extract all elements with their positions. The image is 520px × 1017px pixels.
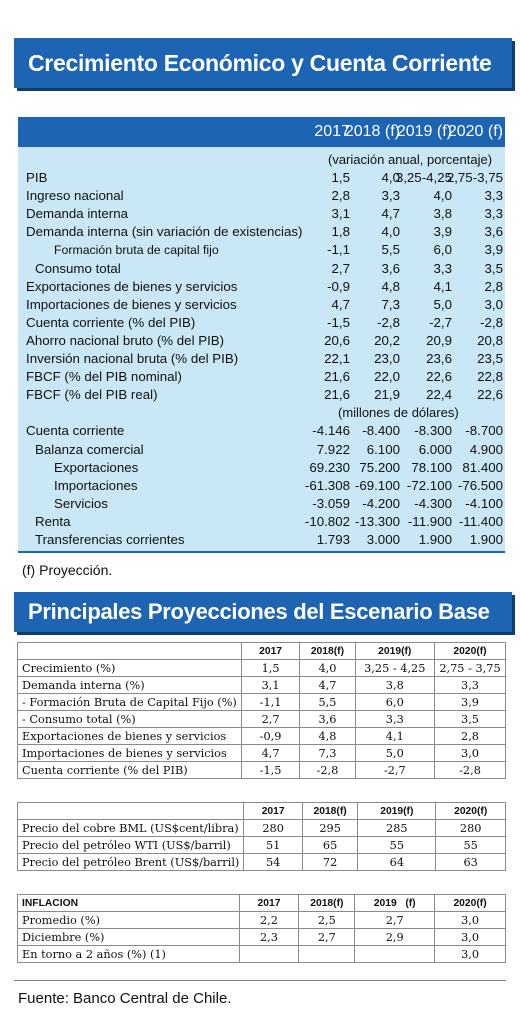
- table-row: [18, 278, 505, 296]
- table-bottom-rule: [18, 551, 505, 553]
- value-cell: 22,1: [324, 351, 350, 367]
- value-cell: 22,6: [477, 387, 503, 403]
- table-row: [18, 441, 505, 459]
- row-label: Balanza comercial: [35, 441, 144, 457]
- value-cell: 1,5: [241, 660, 299, 677]
- value-cell: 3,6: [300, 711, 355, 728]
- table-row: [18, 332, 505, 350]
- value-cell: -2,8: [435, 762, 506, 779]
- row-label: FBCF (% del PIB real): [26, 387, 158, 403]
- header-cell: 2019 (f): [355, 895, 435, 912]
- table-row: [18, 422, 505, 440]
- table-row: [18, 296, 505, 314]
- value-cell: 2,7: [355, 912, 435, 929]
- value-cell: 295: [302, 820, 357, 837]
- table-row: [18, 314, 505, 332]
- value-cell: 2,8: [484, 278, 503, 294]
- value-cell: 4,1: [355, 728, 434, 745]
- value-cell: 3,3: [381, 188, 400, 204]
- value-cell: -1,1: [327, 242, 350, 258]
- value-cell: 1.900: [469, 531, 503, 547]
- value-cell: 2,7: [241, 711, 299, 728]
- header-cell: 2019(f): [358, 803, 436, 820]
- row-label: PIB: [26, 170, 48, 186]
- value-cell: 3,0: [435, 929, 506, 946]
- value-cell: -4.100: [465, 495, 503, 511]
- value-cell: 81.400: [462, 459, 503, 475]
- row-label: Transferencias corrientes: [35, 531, 185, 547]
- value-cell: 75.200: [359, 459, 400, 475]
- table-row: [18, 762, 506, 779]
- value-cell: 3,5: [435, 711, 506, 728]
- value-cell: 6,0: [433, 242, 452, 258]
- value-cell: 51: [244, 837, 303, 854]
- value-cell: 285: [358, 820, 436, 837]
- table-row: [18, 929, 506, 946]
- table-row: [18, 350, 505, 368]
- row-label: Ahorro nacional bruto (% del PIB): [26, 332, 225, 348]
- value-cell: 2,3: [239, 929, 299, 946]
- value-cell: -13.300: [354, 513, 400, 529]
- value-cell: 3,3: [355, 711, 434, 728]
- value-cell: 72: [302, 854, 357, 871]
- table-row: [18, 386, 505, 404]
- header-cell: 2017: [244, 803, 303, 820]
- value-cell: 3,0: [435, 912, 506, 929]
- value-cell: 3,9: [435, 694, 506, 711]
- value-cell: 4,0: [433, 188, 452, 204]
- table-row: [18, 728, 506, 745]
- value-cell: 5,0: [355, 745, 434, 762]
- value-cell: -4.300: [414, 495, 452, 511]
- value-cell: 3,9: [484, 242, 503, 258]
- row-label: Importaciones de bienes y servicios: [18, 745, 242, 762]
- value-cell: 3,25 - 4,25: [355, 660, 434, 677]
- value-cell: 2,7: [331, 260, 350, 276]
- value-cell: 3,1: [331, 206, 350, 222]
- value-cell: 6.100: [366, 441, 400, 457]
- row-label: Inversión nacional bruta (% del PIB): [26, 351, 239, 367]
- header-cell: 2017: [241, 643, 299, 660]
- row-label: Crecimiento (%): [18, 660, 242, 677]
- value-cell: 3,6: [484, 224, 503, 240]
- value-cell: 3,3: [484, 206, 503, 222]
- value-cell: -8.700: [465, 423, 503, 439]
- value-cell: 3,0: [435, 745, 506, 762]
- table-row: [18, 820, 506, 837]
- section-title-crecimiento: Crecimiento Económico y Cuenta Corriente: [14, 38, 512, 88]
- value-cell: 1,8: [331, 224, 350, 240]
- value-cell: 21,6: [324, 369, 350, 385]
- value-cell: 6,0: [355, 694, 434, 711]
- row-label: En torno a 2 años (%) (1): [18, 946, 240, 963]
- value-cell: 20,6: [324, 332, 350, 348]
- value-cell: 5,5: [300, 694, 355, 711]
- row-label: Promedio (%): [18, 912, 240, 929]
- row-label: Diciembre (%): [18, 929, 240, 946]
- header-cell-empty: [18, 803, 244, 820]
- header-cell: 2018(f): [300, 643, 355, 660]
- value-cell: -2,8: [377, 314, 400, 330]
- value-cell: 2,7: [299, 929, 355, 946]
- year-header: 2018 (f): [344, 123, 400, 140]
- note-row: [18, 151, 505, 169]
- value-cell: 1.793: [316, 531, 350, 547]
- value-cell: 3,25-4,25: [395, 170, 452, 186]
- value-cell: 69.230: [309, 459, 350, 475]
- note-row: [18, 404, 505, 422]
- value-cell: 23,0: [374, 351, 400, 367]
- row-label: Exportaciones: [54, 459, 139, 475]
- table-row: [18, 946, 506, 963]
- value-cell: 2,8: [435, 728, 506, 745]
- table-row: [18, 260, 505, 278]
- value-cell: 55: [358, 837, 436, 854]
- value-cell: 3,0: [484, 296, 503, 312]
- header-cell: 2017: [239, 895, 299, 912]
- table-row: [18, 912, 506, 929]
- table-row: [18, 745, 506, 762]
- row-label: Ingreso nacional: [26, 188, 124, 204]
- value-cell: 3,3: [435, 677, 506, 694]
- header-cell: 2018(f): [299, 895, 355, 912]
- row-label: Cuenta corriente: [26, 423, 125, 439]
- value-cell: -11.400: [458, 513, 503, 529]
- value-cell: -8.300: [414, 423, 452, 439]
- value-cell: 3,8: [355, 677, 434, 694]
- value-cell: 4,1: [433, 278, 452, 294]
- table-row: [18, 223, 505, 241]
- row-label: Exportaciones de bienes y servicios: [26, 278, 238, 294]
- value-cell: 65: [302, 837, 357, 854]
- value-cell: -4.146: [312, 423, 350, 439]
- value-cell: 3,1: [241, 677, 299, 694]
- value-cell: 22,8: [477, 369, 503, 385]
- table-body: [18, 147, 505, 551]
- value-cell: 4,0: [381, 170, 400, 186]
- value-cell: 7,3: [381, 296, 400, 312]
- inflation-title: INFLACION: [18, 895, 240, 912]
- table-row: [18, 711, 506, 728]
- value-cell: -1,5: [241, 762, 299, 779]
- table-header-row: [18, 803, 506, 820]
- value-cell: -3.059: [312, 495, 350, 511]
- commodity-prices-table: [17, 802, 506, 871]
- value-cell: [299, 946, 355, 963]
- value-cell: 4,7: [300, 677, 355, 694]
- unit-note-millions: (millones de dólares): [338, 405, 459, 421]
- row-label: Formación bruta de capital fijo: [54, 243, 219, 258]
- header-cell: 2020(f): [436, 803, 506, 820]
- table-row: [18, 169, 505, 187]
- value-cell: -72.100: [406, 477, 452, 493]
- table-row: [18, 677, 506, 694]
- value-cell: 4,8: [300, 728, 355, 745]
- value-cell: -10.802: [304, 513, 350, 529]
- table-row: [18, 531, 505, 549]
- table-row: [18, 205, 505, 223]
- header-cell: 2020(f): [435, 643, 506, 660]
- value-cell: -11.900: [407, 513, 452, 529]
- value-cell: 3,3: [433, 260, 452, 276]
- row-label: Servicios: [54, 495, 108, 511]
- row-label: Importaciones: [54, 477, 138, 493]
- value-cell: 7.922: [316, 441, 350, 457]
- value-cell: -0,9: [327, 278, 350, 294]
- value-cell: 3.000: [366, 531, 400, 547]
- table-header-row: [18, 643, 506, 660]
- table-row: [18, 459, 505, 477]
- value-cell: 2,75-3,75: [446, 170, 503, 186]
- header-cell: 2020(f): [435, 895, 506, 912]
- footnote-proyeccion: (f) Proyección.: [22, 562, 113, 578]
- value-cell: [239, 946, 299, 963]
- value-cell: 280: [244, 820, 303, 837]
- row-label: Demanda interna (sin variación de existencias): [26, 224, 303, 240]
- source-note: Fuente: Banco Central de Chile.: [18, 990, 232, 1007]
- growth-current-account-table: [18, 117, 505, 553]
- divider: [14, 980, 506, 981]
- value-cell: -1,5: [327, 314, 350, 330]
- value-cell: 22,4: [426, 387, 452, 403]
- value-cell: 3,5: [484, 260, 503, 276]
- value-cell: 2,75 - 3,75: [435, 660, 506, 677]
- value-cell: 5,0: [433, 296, 452, 312]
- table-row: [18, 837, 506, 854]
- value-cell: 23,6: [426, 351, 452, 367]
- row-label: Precio del cobre BML (US$cent/libra): [18, 820, 244, 837]
- row-label: - Consumo total (%): [18, 711, 242, 728]
- value-cell: 3,9: [433, 224, 452, 240]
- table-row: [18, 513, 505, 531]
- value-cell: 2,8: [331, 188, 350, 204]
- value-cell: -2,8: [480, 314, 503, 330]
- value-cell: -4.200: [362, 495, 400, 511]
- value-cell: 23,5: [477, 351, 503, 367]
- table-header-row: [18, 895, 506, 912]
- value-cell: 2,2: [239, 912, 299, 929]
- header-cell: 2018(f): [302, 803, 357, 820]
- row-label: Precio del petróleo WTI (US$/barril): [18, 837, 244, 854]
- value-cell: 4,0: [300, 660, 355, 677]
- value-cell: 1.900: [418, 531, 452, 547]
- value-cell: 20,8: [477, 332, 503, 348]
- value-cell: -8.400: [362, 423, 400, 439]
- row-label: Precio del petróleo Brent (US$/barril): [18, 854, 244, 871]
- value-cell: 3,3: [484, 188, 503, 204]
- value-cell: 3,8: [433, 206, 452, 222]
- value-cell: 1,5: [331, 170, 350, 186]
- value-cell: 22,6: [426, 369, 452, 385]
- value-cell: -76.500: [457, 477, 503, 493]
- value-cell: 7,3: [300, 745, 355, 762]
- value-cell: 21,9: [374, 387, 400, 403]
- value-cell: 54: [244, 854, 303, 871]
- value-cell: 4,7: [331, 296, 350, 312]
- table-row: [18, 241, 505, 259]
- table-row: [18, 477, 505, 495]
- header-cell-empty: [18, 643, 242, 660]
- value-cell: -61.308: [304, 477, 350, 493]
- table-row: [18, 187, 505, 205]
- value-cell: -1,1: [241, 694, 299, 711]
- inflation-table: [17, 894, 506, 963]
- value-cell: 3,0: [435, 946, 506, 963]
- value-cell: 21,6: [324, 387, 350, 403]
- value-cell: 4.900: [469, 441, 503, 457]
- row-label: Cuenta corriente (% del PIB): [18, 762, 242, 779]
- row-label: Demanda interna: [26, 206, 129, 222]
- table-row: [18, 368, 505, 386]
- table-row: [18, 694, 506, 711]
- row-label: Consumo total: [35, 260, 121, 276]
- row-label: FBCF (% del PIB nominal): [26, 369, 182, 385]
- value-cell: 3,6: [381, 260, 400, 276]
- value-cell: 5,5: [381, 242, 400, 258]
- value-cell: 64: [358, 854, 436, 871]
- value-cell: 78.100: [411, 459, 452, 475]
- value-cell: -69.100: [354, 477, 400, 493]
- header-cell: 2019(f): [355, 643, 434, 660]
- year-header: 2020 (f): [447, 123, 503, 140]
- value-cell: 22,0: [374, 369, 400, 385]
- section-title-escenario-base: Principales Proyecciones del Escenario Base: [14, 592, 512, 632]
- value-cell: -2,7: [355, 762, 434, 779]
- value-cell: 63: [436, 854, 506, 871]
- year-header: 2019 (f): [396, 123, 452, 140]
- row-label: Importaciones de bienes y servicios: [26, 296, 237, 312]
- year-header: 2017: [314, 123, 350, 140]
- value-cell: -0,9: [241, 728, 299, 745]
- value-cell: 4,8: [381, 278, 400, 294]
- value-cell: 4,7: [381, 206, 400, 222]
- value-cell: 6.000: [418, 441, 452, 457]
- table-row: [18, 854, 506, 871]
- table-row: [18, 495, 505, 513]
- value-cell: 2,5: [299, 912, 355, 929]
- value-cell: 55: [436, 837, 506, 854]
- value-cell: -2,7: [429, 314, 452, 330]
- table-header-row: [18, 117, 505, 147]
- value-cell: 2,9: [355, 929, 435, 946]
- value-cell: 20,9: [426, 332, 452, 348]
- row-label: Exportaciones de bienes y servicios: [18, 728, 242, 745]
- row-label: Renta: [35, 513, 71, 529]
- table-row: [18, 660, 506, 677]
- projections-table: [17, 642, 506, 779]
- value-cell: -2,8: [300, 762, 355, 779]
- unit-note-percent: (variación anual, porcentaje): [328, 152, 493, 167]
- row-label: - Formación Bruta de Capital Fijo (%): [18, 694, 242, 711]
- value-cell: 4,0: [381, 224, 400, 240]
- value-cell: 4,7: [241, 745, 299, 762]
- value-cell: [355, 946, 435, 963]
- value-cell: 280: [436, 820, 506, 837]
- row-label: Cuenta corriente (% del PIB): [26, 314, 196, 330]
- row-label: Demanda interna (%): [18, 677, 242, 694]
- value-cell: 20,2: [374, 332, 400, 348]
